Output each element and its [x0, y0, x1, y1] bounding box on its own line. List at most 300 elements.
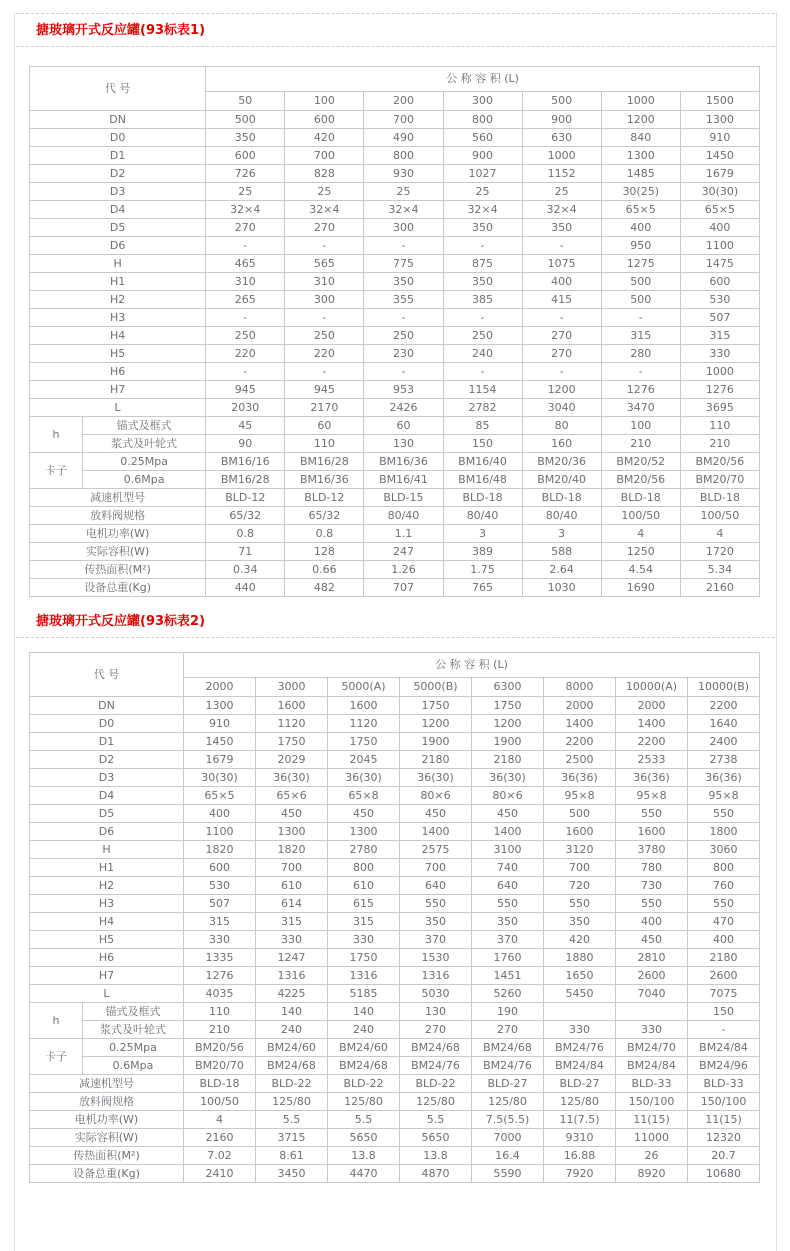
table-row — [30, 895, 760, 913]
cell: 32×4 — [522, 201, 601, 219]
cell: 1450 — [184, 733, 256, 751]
cell: 71 — [206, 543, 285, 561]
cell: - — [206, 237, 285, 255]
cell: 440 — [206, 579, 285, 597]
cell: BLD-22 — [400, 1075, 472, 1093]
cell: 450 — [472, 805, 544, 823]
cell: 1100 — [680, 237, 759, 255]
cell: 60 — [364, 417, 443, 435]
cell: 450 — [256, 805, 328, 823]
cell: 110 — [285, 435, 364, 453]
cell: 550 — [616, 805, 688, 823]
cell: 482 — [285, 579, 364, 597]
table-row — [30, 255, 760, 273]
cell: 330 — [680, 345, 759, 363]
cell: 9310 — [544, 1129, 616, 1147]
column-header: 50 — [206, 92, 285, 111]
cell: 36(30) — [328, 769, 400, 787]
column-header: 8000 — [544, 678, 616, 697]
cell: 2.64 — [522, 561, 601, 579]
cell: BLD-12 — [285, 489, 364, 507]
cell: 300 — [285, 291, 364, 309]
cell: 1750 — [328, 733, 400, 751]
cell: 450 — [328, 805, 400, 823]
cell: 1250 — [601, 543, 680, 561]
table-row — [30, 913, 760, 931]
cell: 1300 — [256, 823, 328, 841]
cell: 350 — [400, 913, 472, 931]
cell: 2400 — [688, 733, 760, 751]
table-row — [30, 417, 760, 435]
cell: 8920 — [616, 1165, 688, 1183]
cell: 720 — [544, 877, 616, 895]
cell: 950 — [601, 237, 680, 255]
row-label: D3 — [30, 769, 184, 787]
row-label: 浆式及叶轮式 — [83, 435, 206, 453]
code-header: 代 号 — [30, 67, 206, 111]
cell: 2180 — [472, 751, 544, 769]
cell: 1900 — [400, 733, 472, 751]
cell: 370 — [400, 931, 472, 949]
cell: 210 — [184, 1021, 256, 1039]
row-label: 实际容积(W) — [30, 1129, 184, 1147]
row-label: H7 — [30, 967, 184, 985]
cell: 1075 — [522, 255, 601, 273]
row-label: 放料阀规格 — [30, 507, 206, 525]
table-row — [30, 399, 760, 417]
cell: BM24/84 — [688, 1039, 760, 1057]
cell: 4 — [601, 525, 680, 543]
cell: 775 — [364, 255, 443, 273]
cell: 1880 — [544, 949, 616, 967]
cell: 2045 — [328, 751, 400, 769]
cell: 125/80 — [472, 1093, 544, 1111]
cell: 250 — [206, 327, 285, 345]
cell: 80/40 — [443, 507, 522, 525]
cell: 2200 — [544, 733, 616, 751]
cell: 500 — [206, 111, 285, 129]
table-row — [30, 805, 760, 823]
table-row — [30, 435, 760, 453]
row-label: D6 — [30, 823, 184, 841]
cell: 250 — [443, 327, 522, 345]
table-row — [30, 201, 760, 219]
cell: 400 — [680, 219, 759, 237]
cell: 7075 — [688, 985, 760, 1003]
cell: 1.26 — [364, 561, 443, 579]
cell: 65/32 — [206, 507, 285, 525]
cell: 130 — [364, 435, 443, 453]
cell: 125/80 — [328, 1093, 400, 1111]
cell: 240 — [443, 345, 522, 363]
cell: - — [522, 309, 601, 327]
cell: 910 — [680, 129, 759, 147]
column-header: 100 — [285, 92, 364, 111]
cell: 420 — [285, 129, 364, 147]
cell: 1400 — [400, 823, 472, 841]
table-row — [30, 237, 760, 255]
cell — [616, 1003, 688, 1021]
cell: 0.8 — [206, 525, 285, 543]
cell: BLD-18 — [680, 489, 759, 507]
cell: 500 — [601, 291, 680, 309]
cell: 3695 — [680, 399, 759, 417]
cell: 800 — [443, 111, 522, 129]
cell: BM16/36 — [285, 471, 364, 489]
table-row — [30, 841, 760, 859]
cell: 3780 — [616, 841, 688, 859]
row-label: H5 — [30, 345, 206, 363]
cell — [544, 1003, 616, 1021]
table-row — [30, 1039, 760, 1057]
cell: 1475 — [680, 255, 759, 273]
cell: BLD-33 — [616, 1075, 688, 1093]
cell: 2030 — [206, 399, 285, 417]
row-label: H6 — [30, 949, 184, 967]
row-group-label: 卡子 — [30, 453, 83, 489]
cell: 11(7.5) — [544, 1111, 616, 1129]
cell: 2160 — [680, 579, 759, 597]
cell: 1276 — [680, 381, 759, 399]
cell: 125/80 — [544, 1093, 616, 1111]
cell: 1600 — [544, 823, 616, 841]
cell: BM24/70 — [616, 1039, 688, 1057]
cell: 230 — [364, 345, 443, 363]
row-label: H4 — [30, 913, 184, 931]
column-header: 6300 — [472, 678, 544, 697]
cell: 726 — [206, 165, 285, 183]
cell: 80/40 — [522, 507, 601, 525]
cell: BM16/28 — [206, 471, 285, 489]
cell: 30(25) — [601, 183, 680, 201]
table-row — [30, 579, 760, 597]
cell: 315 — [184, 913, 256, 931]
cell: BM20/56 — [601, 471, 680, 489]
column-header: 500 — [522, 92, 601, 111]
cell: 470 — [688, 913, 760, 931]
cell: 160 — [522, 435, 601, 453]
cell: 400 — [688, 931, 760, 949]
cell: 1760 — [472, 949, 544, 967]
cell: 614 — [256, 895, 328, 913]
cell: 1152 — [522, 165, 601, 183]
cell: 1335 — [184, 949, 256, 967]
cell: 65×6 — [256, 787, 328, 805]
cell: 3470 — [601, 399, 680, 417]
cell: 36(30) — [472, 769, 544, 787]
table-row — [30, 715, 760, 733]
cell: 16.88 — [544, 1147, 616, 1165]
cell: 640 — [472, 877, 544, 895]
row-label: DN — [30, 697, 184, 715]
cell: 100 — [601, 417, 680, 435]
table-row — [30, 291, 760, 309]
row-label: 锚式及框式 — [83, 417, 206, 435]
cell: 1600 — [328, 697, 400, 715]
cell: 1247 — [256, 949, 328, 967]
cell: 507 — [184, 895, 256, 913]
cell: BLD-18 — [443, 489, 522, 507]
column-header: 5000(A) — [328, 678, 400, 697]
cell: 465 — [206, 255, 285, 273]
spec-table-2 — [29, 652, 760, 1183]
row-label: D5 — [30, 219, 206, 237]
cell: 95×8 — [688, 787, 760, 805]
row-label: 0.6Mpa — [83, 471, 206, 489]
table-row — [30, 985, 760, 1003]
cell: 0.8 — [285, 525, 364, 543]
cell: BM16/16 — [206, 453, 285, 471]
cell: 550 — [472, 895, 544, 913]
cell: 588 — [522, 543, 601, 561]
row-label: H6 — [30, 363, 206, 381]
column-header: 10000(B) — [688, 678, 760, 697]
row-label: 锚式及框式 — [83, 1003, 184, 1021]
table-row — [30, 525, 760, 543]
cell: 7.02 — [184, 1147, 256, 1165]
cell: 1120 — [256, 715, 328, 733]
cell: 5185 — [328, 985, 400, 1003]
cell: 1154 — [443, 381, 522, 399]
cell: 2810 — [616, 949, 688, 967]
cell: 610 — [256, 877, 328, 895]
cell: 7040 — [616, 985, 688, 1003]
cell: 7000 — [472, 1129, 544, 1147]
cell: 1900 — [472, 733, 544, 751]
cell: 1750 — [400, 697, 472, 715]
cell: 450 — [400, 805, 472, 823]
cell: 1820 — [184, 841, 256, 859]
cell: 5.5 — [256, 1111, 328, 1129]
cell: - — [522, 237, 601, 255]
cell: - — [364, 363, 443, 381]
table-row — [30, 381, 760, 399]
cell: 3120 — [544, 841, 616, 859]
table2-dashed-divider — [16, 637, 775, 638]
cell: 11000 — [616, 1129, 688, 1147]
cell: 36(36) — [616, 769, 688, 787]
cell: BLD-22 — [328, 1075, 400, 1093]
row-label: D4 — [30, 201, 206, 219]
cell: 1276 — [184, 967, 256, 985]
cell: BM20/56 — [680, 453, 759, 471]
cell: 150 — [443, 435, 522, 453]
column-header: 2000 — [184, 678, 256, 697]
cell: 945 — [206, 381, 285, 399]
cell: 3 — [443, 525, 522, 543]
cell: 0.34 — [206, 561, 285, 579]
table-row — [30, 111, 760, 129]
table-row — [30, 183, 760, 201]
row-label: DN — [30, 111, 206, 129]
cell: 25 — [443, 183, 522, 201]
row-label: 传热面积(M²) — [30, 1147, 184, 1165]
row-label: D3 — [30, 183, 206, 201]
cell: 60 — [285, 417, 364, 435]
table-row — [30, 931, 760, 949]
cell: 5.34 — [680, 561, 759, 579]
row-label: D2 — [30, 751, 184, 769]
table-row — [30, 327, 760, 345]
row-label: H3 — [30, 309, 206, 327]
cell: 110 — [184, 1003, 256, 1021]
table-row — [30, 1075, 760, 1093]
row-label: D0 — [30, 715, 184, 733]
table-row — [30, 345, 760, 363]
cell: BLD-12 — [206, 489, 285, 507]
cell: 500 — [544, 805, 616, 823]
cell: 310 — [206, 273, 285, 291]
cell: 140 — [256, 1003, 328, 1021]
cell: 220 — [206, 345, 285, 363]
cell: 1000 — [680, 363, 759, 381]
table-row — [30, 1165, 760, 1183]
cell: BM20/70 — [184, 1057, 256, 1075]
cell: 355 — [364, 291, 443, 309]
cell: 270 — [206, 219, 285, 237]
cell: BM24/68 — [256, 1057, 328, 1075]
cell: 330 — [328, 931, 400, 949]
table2-title: 搪玻璃开式反应罐(93标表2) — [36, 614, 206, 629]
cell: - — [443, 309, 522, 327]
cell: 900 — [443, 147, 522, 165]
cell: 270 — [522, 327, 601, 345]
cell: BM24/84 — [616, 1057, 688, 1075]
cell: 1275 — [601, 255, 680, 273]
cell: 2000 — [544, 697, 616, 715]
table-row — [30, 165, 760, 183]
table-row — [30, 363, 760, 381]
cell: 270 — [400, 1021, 472, 1039]
cell: BM20/40 — [522, 471, 601, 489]
cell: 1650 — [544, 967, 616, 985]
table-row — [30, 697, 760, 715]
cell: 140 — [328, 1003, 400, 1021]
cell: 2180 — [688, 949, 760, 967]
cell: 2000 — [616, 697, 688, 715]
cell: BM24/68 — [328, 1057, 400, 1075]
row-label: H4 — [30, 327, 206, 345]
cell: 740 — [472, 859, 544, 877]
cell: 350 — [472, 913, 544, 931]
cell: 400 — [522, 273, 601, 291]
cell: BM20/36 — [522, 453, 601, 471]
row-label: H7 — [30, 381, 206, 399]
cell: 350 — [364, 273, 443, 291]
cell: 3715 — [256, 1129, 328, 1147]
header-row — [30, 67, 760, 92]
cell: 953 — [364, 381, 443, 399]
cell: 315 — [328, 913, 400, 931]
cell: 400 — [184, 805, 256, 823]
cell: 350 — [443, 219, 522, 237]
cell: 2170 — [285, 399, 364, 417]
cell: 1200 — [601, 111, 680, 129]
cell: - — [206, 309, 285, 327]
cell: 1400 — [472, 823, 544, 841]
cell: 800 — [688, 859, 760, 877]
cell: 5650 — [328, 1129, 400, 1147]
cell: 1300 — [601, 147, 680, 165]
cell: 5590 — [472, 1165, 544, 1183]
row-label: D4 — [30, 787, 184, 805]
cell: 707 — [364, 579, 443, 597]
cell: 5650 — [400, 1129, 472, 1147]
cell: 400 — [616, 913, 688, 931]
cell: 550 — [688, 805, 760, 823]
cell: 1820 — [256, 841, 328, 859]
table-row — [30, 1147, 760, 1165]
cell: 1600 — [256, 697, 328, 715]
cell: 2575 — [400, 841, 472, 859]
cell: 1530 — [400, 949, 472, 967]
cell: 100/50 — [680, 507, 759, 525]
row-label: H2 — [30, 291, 206, 309]
cell: 310 — [285, 273, 364, 291]
cell: 1450 — [680, 147, 759, 165]
cell: 450 — [616, 931, 688, 949]
cell: BM20/56 — [184, 1039, 256, 1057]
cell: 1800 — [688, 823, 760, 841]
cell: 270 — [285, 219, 364, 237]
table-row — [30, 543, 760, 561]
row-label: D2 — [30, 165, 206, 183]
table-row — [30, 1003, 760, 1021]
cell: 45 — [206, 417, 285, 435]
row-label: L — [30, 399, 206, 417]
cell: - — [522, 363, 601, 381]
cell: 2500 — [544, 751, 616, 769]
cell: 2200 — [688, 697, 760, 715]
cell: 1100 — [184, 823, 256, 841]
row-label: 放料阀规格 — [30, 1093, 184, 1111]
cell: BM24/76 — [400, 1057, 472, 1075]
cell: 640 — [400, 877, 472, 895]
cell: 80 — [522, 417, 601, 435]
cell: 247 — [364, 543, 443, 561]
cell: 4 — [184, 1111, 256, 1129]
cell: 490 — [364, 129, 443, 147]
cell: 65×5 — [184, 787, 256, 805]
cell: BLD-18 — [601, 489, 680, 507]
cell: BLD-27 — [544, 1075, 616, 1093]
cell: 32×4 — [285, 201, 364, 219]
column-header: 1000 — [601, 92, 680, 111]
cell: 500 — [601, 273, 680, 291]
table-row — [30, 859, 760, 877]
cell: 2180 — [400, 751, 472, 769]
nominal-volume-header: 公 称 容 积 (L) — [184, 653, 760, 678]
table-row — [30, 489, 760, 507]
cell: 110 — [680, 417, 759, 435]
column-header: 10000(A) — [616, 678, 688, 697]
cell: 100/50 — [601, 507, 680, 525]
cell: - — [285, 309, 364, 327]
cell: 4035 — [184, 985, 256, 1003]
cell: 36(36) — [544, 769, 616, 787]
cell: 700 — [285, 147, 364, 165]
cell: BLD-22 — [256, 1075, 328, 1093]
cell: BM24/84 — [544, 1057, 616, 1075]
cell: BM24/76 — [472, 1057, 544, 1075]
table-row — [30, 1057, 760, 1075]
cell: 600 — [680, 273, 759, 291]
cell: 350 — [443, 273, 522, 291]
cell: 415 — [522, 291, 601, 309]
table-row — [30, 561, 760, 579]
row-label: 0.25Mpa — [83, 1039, 184, 1057]
cell: BM16/48 — [443, 471, 522, 489]
